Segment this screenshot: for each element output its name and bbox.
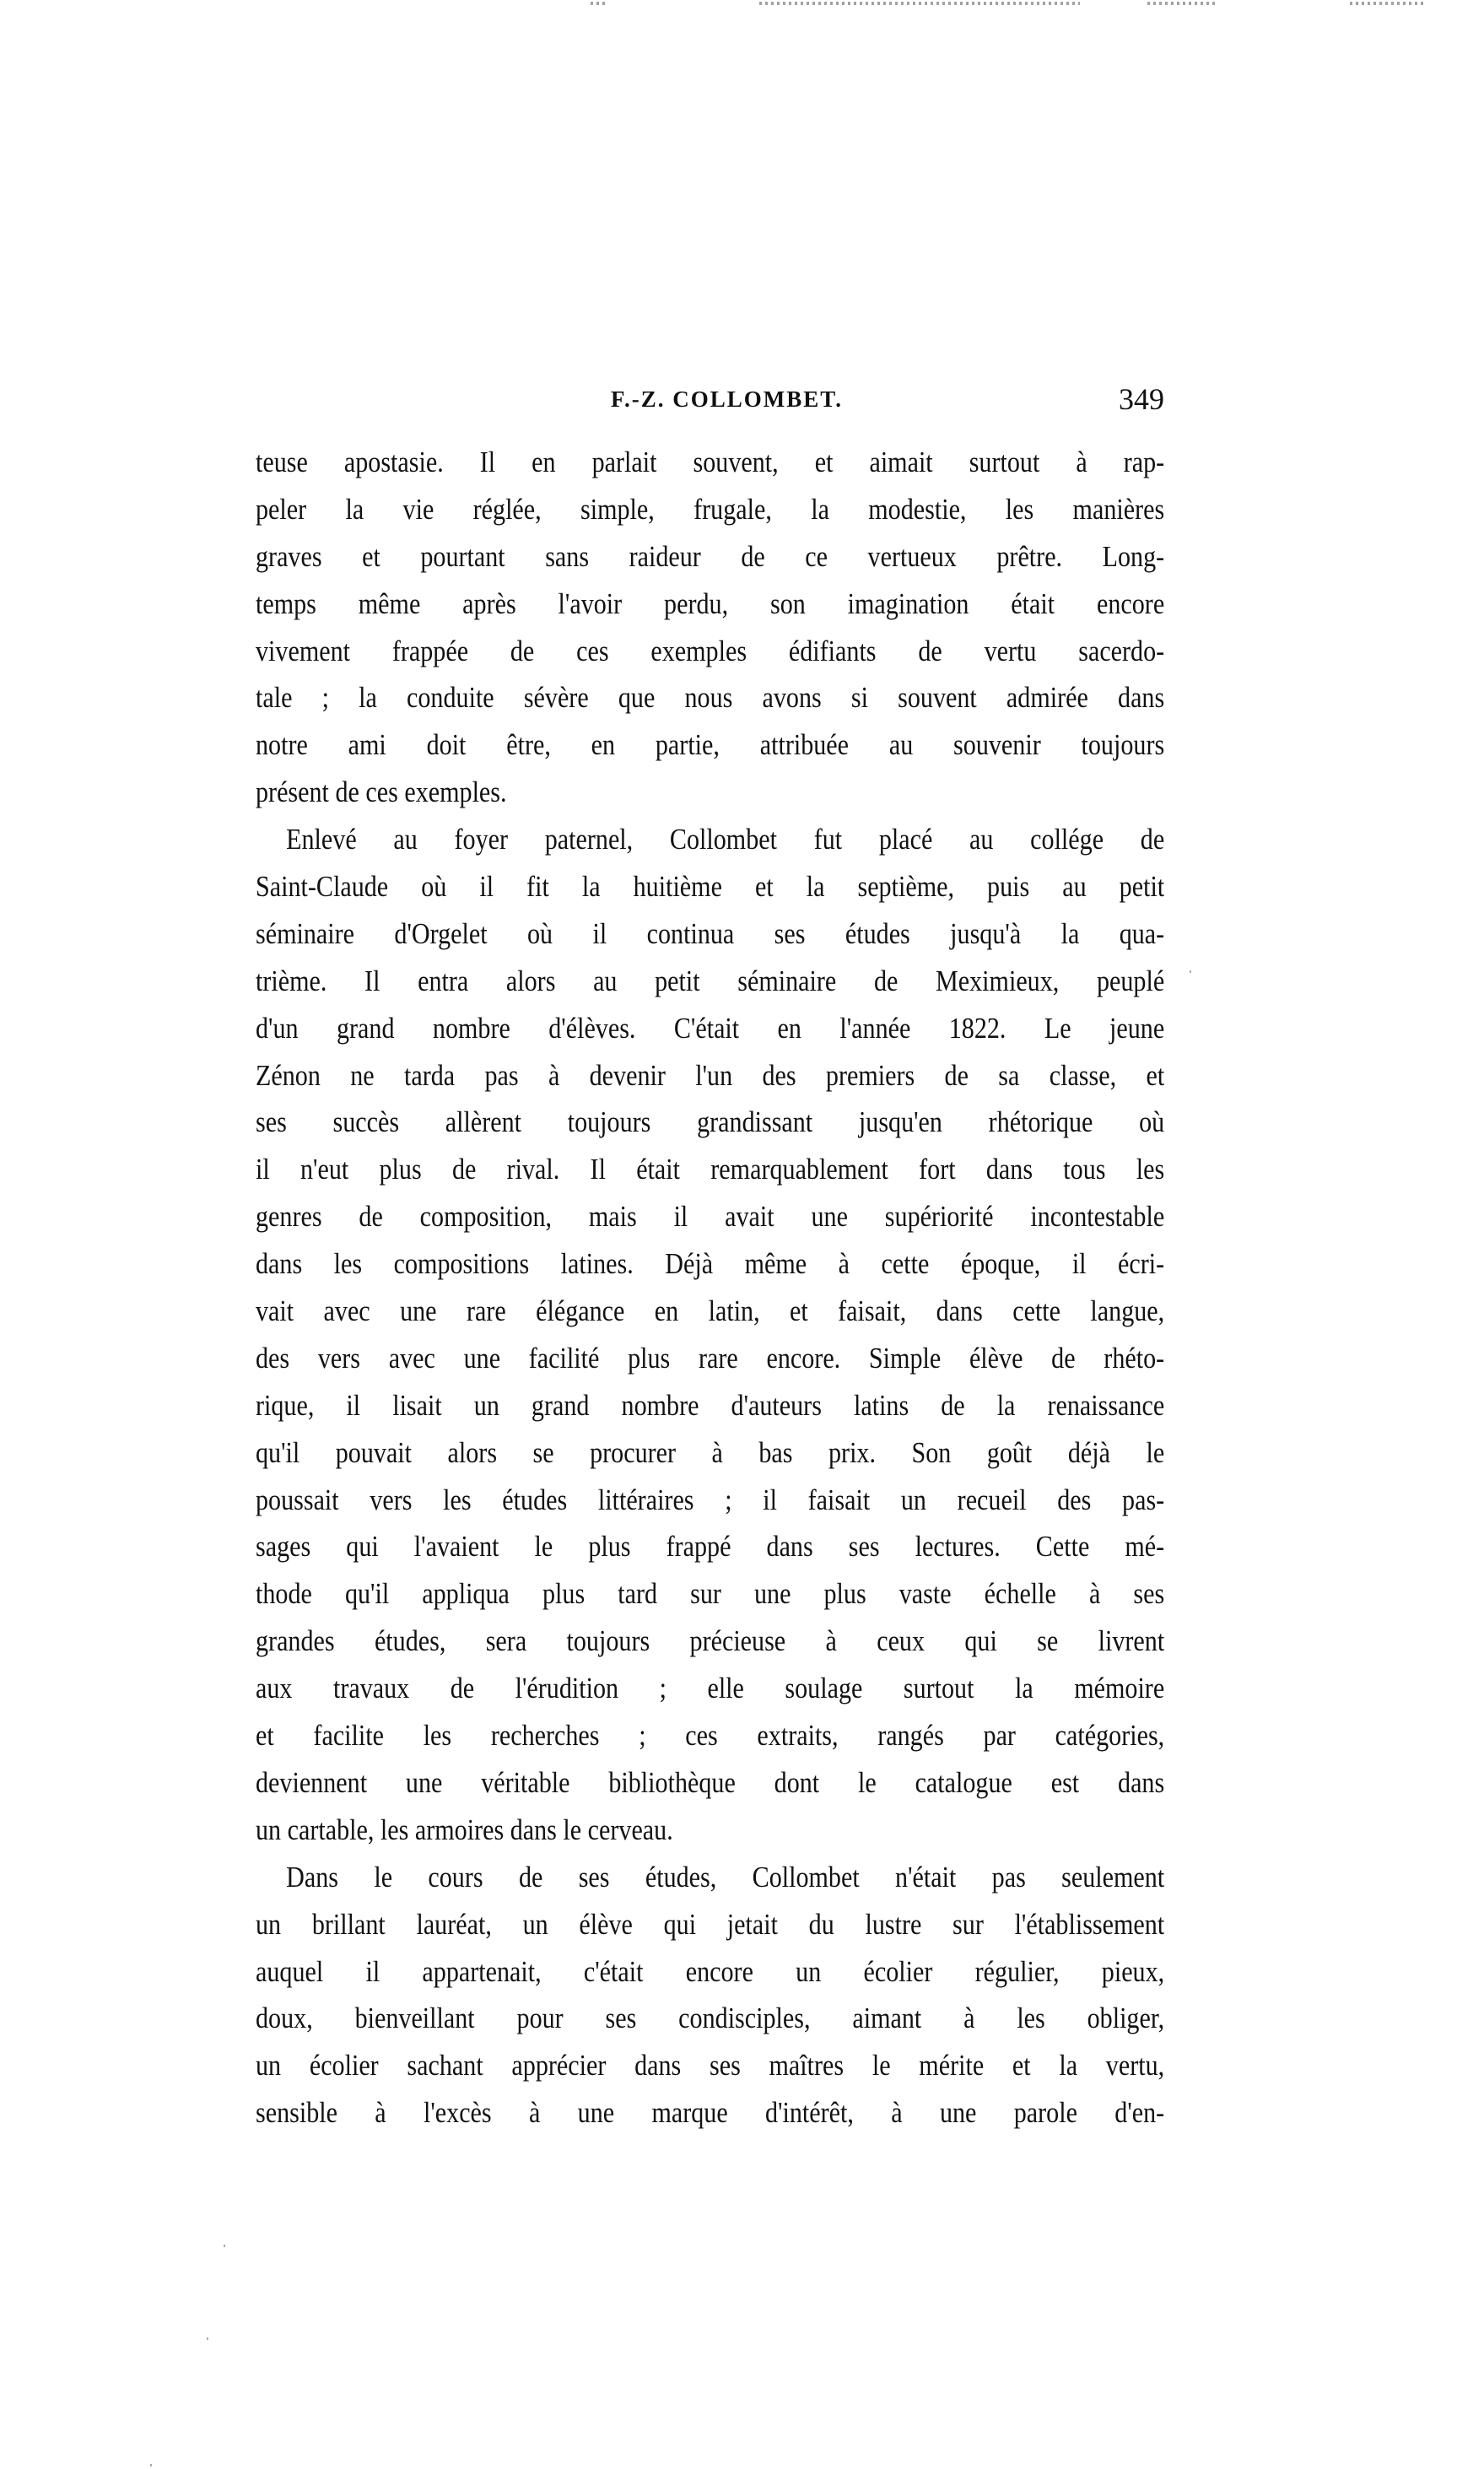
text-line: dans les compositions latines. Déjà même à cette époque, il écri-	[256, 1247, 1165, 1281]
text-line: aux travaux de l'érudition ; elle soulage surtout la mémoire	[256, 1672, 1165, 1705]
text-line: notre ami doit être, en partie, attribuée au souvenir toujours	[256, 728, 1165, 762]
text-line: présent de ces exemples.	[256, 775, 507, 809]
text-line: des vers avec une facilité plus rare encore. Simple élève de rhéto-	[256, 1341, 1165, 1375]
text-line: et facilite les recherches ; ces extraits, rangés par catégories,	[256, 1719, 1165, 1753]
text-line: Saint-Claude où il fit la huitième et la septième, puis au petit	[256, 870, 1165, 904]
scan-speck	[150, 2464, 152, 2466]
text-line: doux, bienveillant pour ses condisciples, aimant à les obliger,	[256, 2002, 1165, 2035]
text-line: un brillant lauréat, un élève qui jetait du lustre sur l'établissement	[256, 1907, 1165, 1941]
text-line: vivement frappée de ces exemples édifiants de vertu sacerdo-	[256, 634, 1165, 667]
running-head-title: F.-Z. COLLOMBET.	[610, 386, 844, 412]
text-line: Enlevé au foyer paternel, Collombet fut placé au collége de	[286, 823, 1165, 856]
scan-speck	[224, 2245, 225, 2247]
text-line: graves et pourtant sans raideur de ce vertueux prêtre. Long-	[256, 539, 1165, 573]
scan-speck	[1190, 970, 1191, 973]
text-line: tale ; la conduite sévère que nous avons si souvent admirée dans	[256, 681, 1165, 715]
text-line: auquel il appartenait, c'était encore un écolier régulier, pieux,	[256, 1954, 1165, 1988]
text-line: séminaire d'Orgelet où il continua ses études jusqu'à la qua-	[256, 916, 1165, 950]
running-head	[256, 381, 1164, 422]
text-line: teuse apostasie. Il en parlait souvent, et aimait surtout à rap-	[256, 446, 1165, 478]
scan-speck	[207, 2337, 208, 2340]
body-text	[256, 439, 1164, 2137]
text-line: trième. Il entra alors au petit séminaire de Meximieux, peuplé	[256, 964, 1165, 997]
text-line: un cartable, les armoires dans le cerveau.	[256, 1813, 673, 1846]
text-line: Zénon ne tarda pas à devenir l'un des premiers de sa classe, et	[256, 1058, 1165, 1092]
page-number: 349	[1119, 382, 1164, 416]
text-line: sages qui l'avaient le plus frappé dans ses lectures. Cette mé-	[256, 1530, 1165, 1564]
text-line: ses succès allèrent toujours grandissant jusqu'en rhétorique où	[256, 1105, 1165, 1139]
paragraph-1	[256, 439, 1164, 816]
text-line: temps même après l'avoir perdu, son imagination était encore	[256, 586, 1165, 620]
text-line: poussait vers les études littéraires ; il faisait un recueil des pas-	[256, 1483, 1165, 1516]
text-line: qu'il pouvait alors se procurer à bas prix. Son goût déjà le	[256, 1435, 1165, 1469]
text-line: un écolier sachant apprécier dans ses maîtres le mérite et la vertu,	[256, 2049, 1165, 2083]
text-line: Dans le cours de ses études, Collombet n'était pas seulement	[286, 1860, 1165, 1894]
book-page	[256, 381, 1164, 2137]
text-line: peler la vie réglée, simple, frugale, la modestie, les manières	[256, 492, 1165, 526]
paragraph-3	[256, 1854, 1164, 2137]
paragraph-2	[256, 816, 1164, 1854]
text-line: rique, il lisait un grand nombre d'auteurs latins de la renaissance	[256, 1388, 1165, 1422]
text-line: genres de composition, mais il avait une supériorité incontestable	[256, 1200, 1165, 1234]
text-line: deviennent une véritable bibliothèque dont le catalogue est dans	[256, 1765, 1165, 1799]
text-line: d'un grand nombre d'élèves. C'était en l'année 1822. Le jeune	[256, 1011, 1165, 1045]
text-line: sensible à l'excès à une marque d'intérêt, à une parole d'en-	[256, 2096, 1165, 2130]
scan-edge-artifacts	[0, 0, 1484, 10]
text-line: il n'eut plus de rival. Il était remarquablement fort dans tous les	[256, 1153, 1165, 1186]
text-line: vait avec une rare élégance en latin, et faisait, dans cette langue,	[256, 1294, 1165, 1328]
text-line: grandes études, sera toujours précieuse à ceux qui se livrent	[256, 1624, 1165, 1658]
text-line: thode qu'il appliqua plus tard sur une plus vaste échelle à ses	[256, 1577, 1165, 1611]
